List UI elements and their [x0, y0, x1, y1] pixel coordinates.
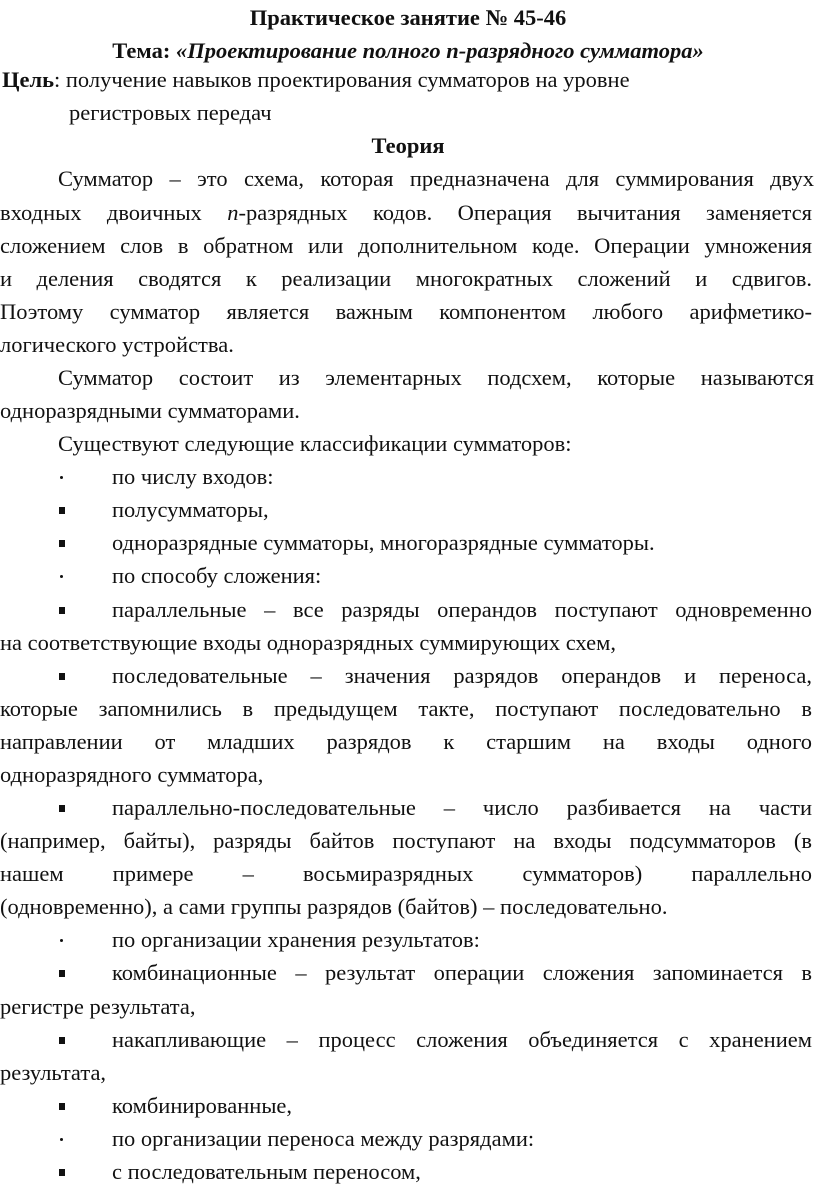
paragraph-line: и деления сводятся к реализации многократных сложений и сдвигов.: [0, 265, 812, 291]
bullet-square-icon: [58, 791, 70, 825]
bullet-dot-icon: [58, 1122, 70, 1156]
bullet-square-icon: [58, 1089, 70, 1123]
paragraph-line: Сумматор состоит из элементарных подсхем, которые называются: [58, 364, 814, 390]
paragraph-line: Поэтому сумматор является важным компонентом любого арифметико-: [0, 298, 812, 324]
goal-line: [2, 63, 816, 97]
list-item: одноразрядные сумматоры, многоразрядные сумматоры.: [0, 526, 816, 560]
bullet-square-icon: [58, 956, 70, 990]
page-title: Практическое занятие № 45-46: [249, 4, 567, 30]
list-item-continued: (одновременно), а сами группы разрядов (байтов) – последовательно.: [0, 894, 668, 920]
bullet-square-icon: [58, 593, 70, 627]
list-item: полусумматоры,: [0, 493, 816, 527]
goal-label: Цель: [2, 67, 55, 93]
list-item-continued: направлении от младших разрядов к старшим на входы одного: [0, 728, 812, 754]
list-item: накапливающие – процесс сложения объединяется с хранением: [0, 1023, 816, 1057]
bullet-square-icon: [58, 659, 70, 693]
list-item: параллельно-последовательные – число разбивается на части: [0, 791, 816, 825]
list-item: комбинационные – результат операции сложения запоминается в: [0, 956, 816, 990]
section-title: Теория: [371, 133, 445, 159]
list-item: по числу входов:: [0, 460, 816, 494]
topic-label: Тема:: [112, 38, 171, 64]
paragraph-line: входных двоичных n-разрядных кодов. Операция вычитания заменяется: [0, 199, 812, 225]
list-item-continued: регистре результата,: [0, 993, 196, 1019]
list-item: по организации переноса между разрядами:: [0, 1122, 816, 1156]
list-item-continued: на соответствующие входы одноразрядных суммирующих схем,: [0, 629, 616, 655]
topic-text: «Проектирование полного n-разрядного сумматора»: [175, 38, 704, 64]
paragraph-line: Существуют следующие классификации сумматоров:: [58, 431, 572, 457]
bullet-dot-icon: [58, 923, 70, 957]
list-item-continued: результата,: [0, 1059, 107, 1085]
bullet-square-icon: [58, 493, 70, 527]
list-item-continued: одноразрядного сумматора,: [0, 761, 264, 787]
paragraph-line: логического устройства.: [0, 331, 234, 357]
list-item: с последовательным переносом,: [0, 1155, 816, 1189]
list-item: по организации хранения результатов:: [0, 923, 816, 957]
bullet-square-icon: [58, 1023, 70, 1057]
list-item: последовательные – значения разрядов операндов и переноса,: [0, 659, 816, 693]
bullet-square-icon: [58, 1155, 70, 1189]
goal-text-continued: регистровых передач: [69, 100, 272, 126]
bullet-dot-icon: [58, 559, 70, 593]
list-item: комбинированные,: [0, 1089, 816, 1123]
goal-text: : получение навыков проектирования сумматоров на уровне: [54, 67, 630, 93]
paragraph-line: одноразрядными сумматорами.: [0, 398, 300, 424]
list-item-continued: которые запомнились в предыдущем такте, поступают последовательно в: [0, 695, 812, 721]
paragraph-line: Сумматор – это схема, которая предназначена для суммирования двух: [58, 166, 814, 192]
list-item-continued: нашем примере – восьмиразрядных сумматоров) параллельно: [0, 861, 812, 887]
list-item: параллельные – все разряды операндов поступают одновременно: [0, 593, 816, 627]
bullet-square-icon: [58, 526, 70, 560]
list-item: по способу сложения:: [0, 559, 816, 593]
list-item-continued: (например, байты), разряды байтов поступают на входы подсумматоров (в: [0, 828, 812, 854]
paragraph-line: сложением слов в обратном или дополнительном коде. Операции умножения: [0, 232, 812, 258]
bullet-dot-icon: [58, 460, 70, 494]
